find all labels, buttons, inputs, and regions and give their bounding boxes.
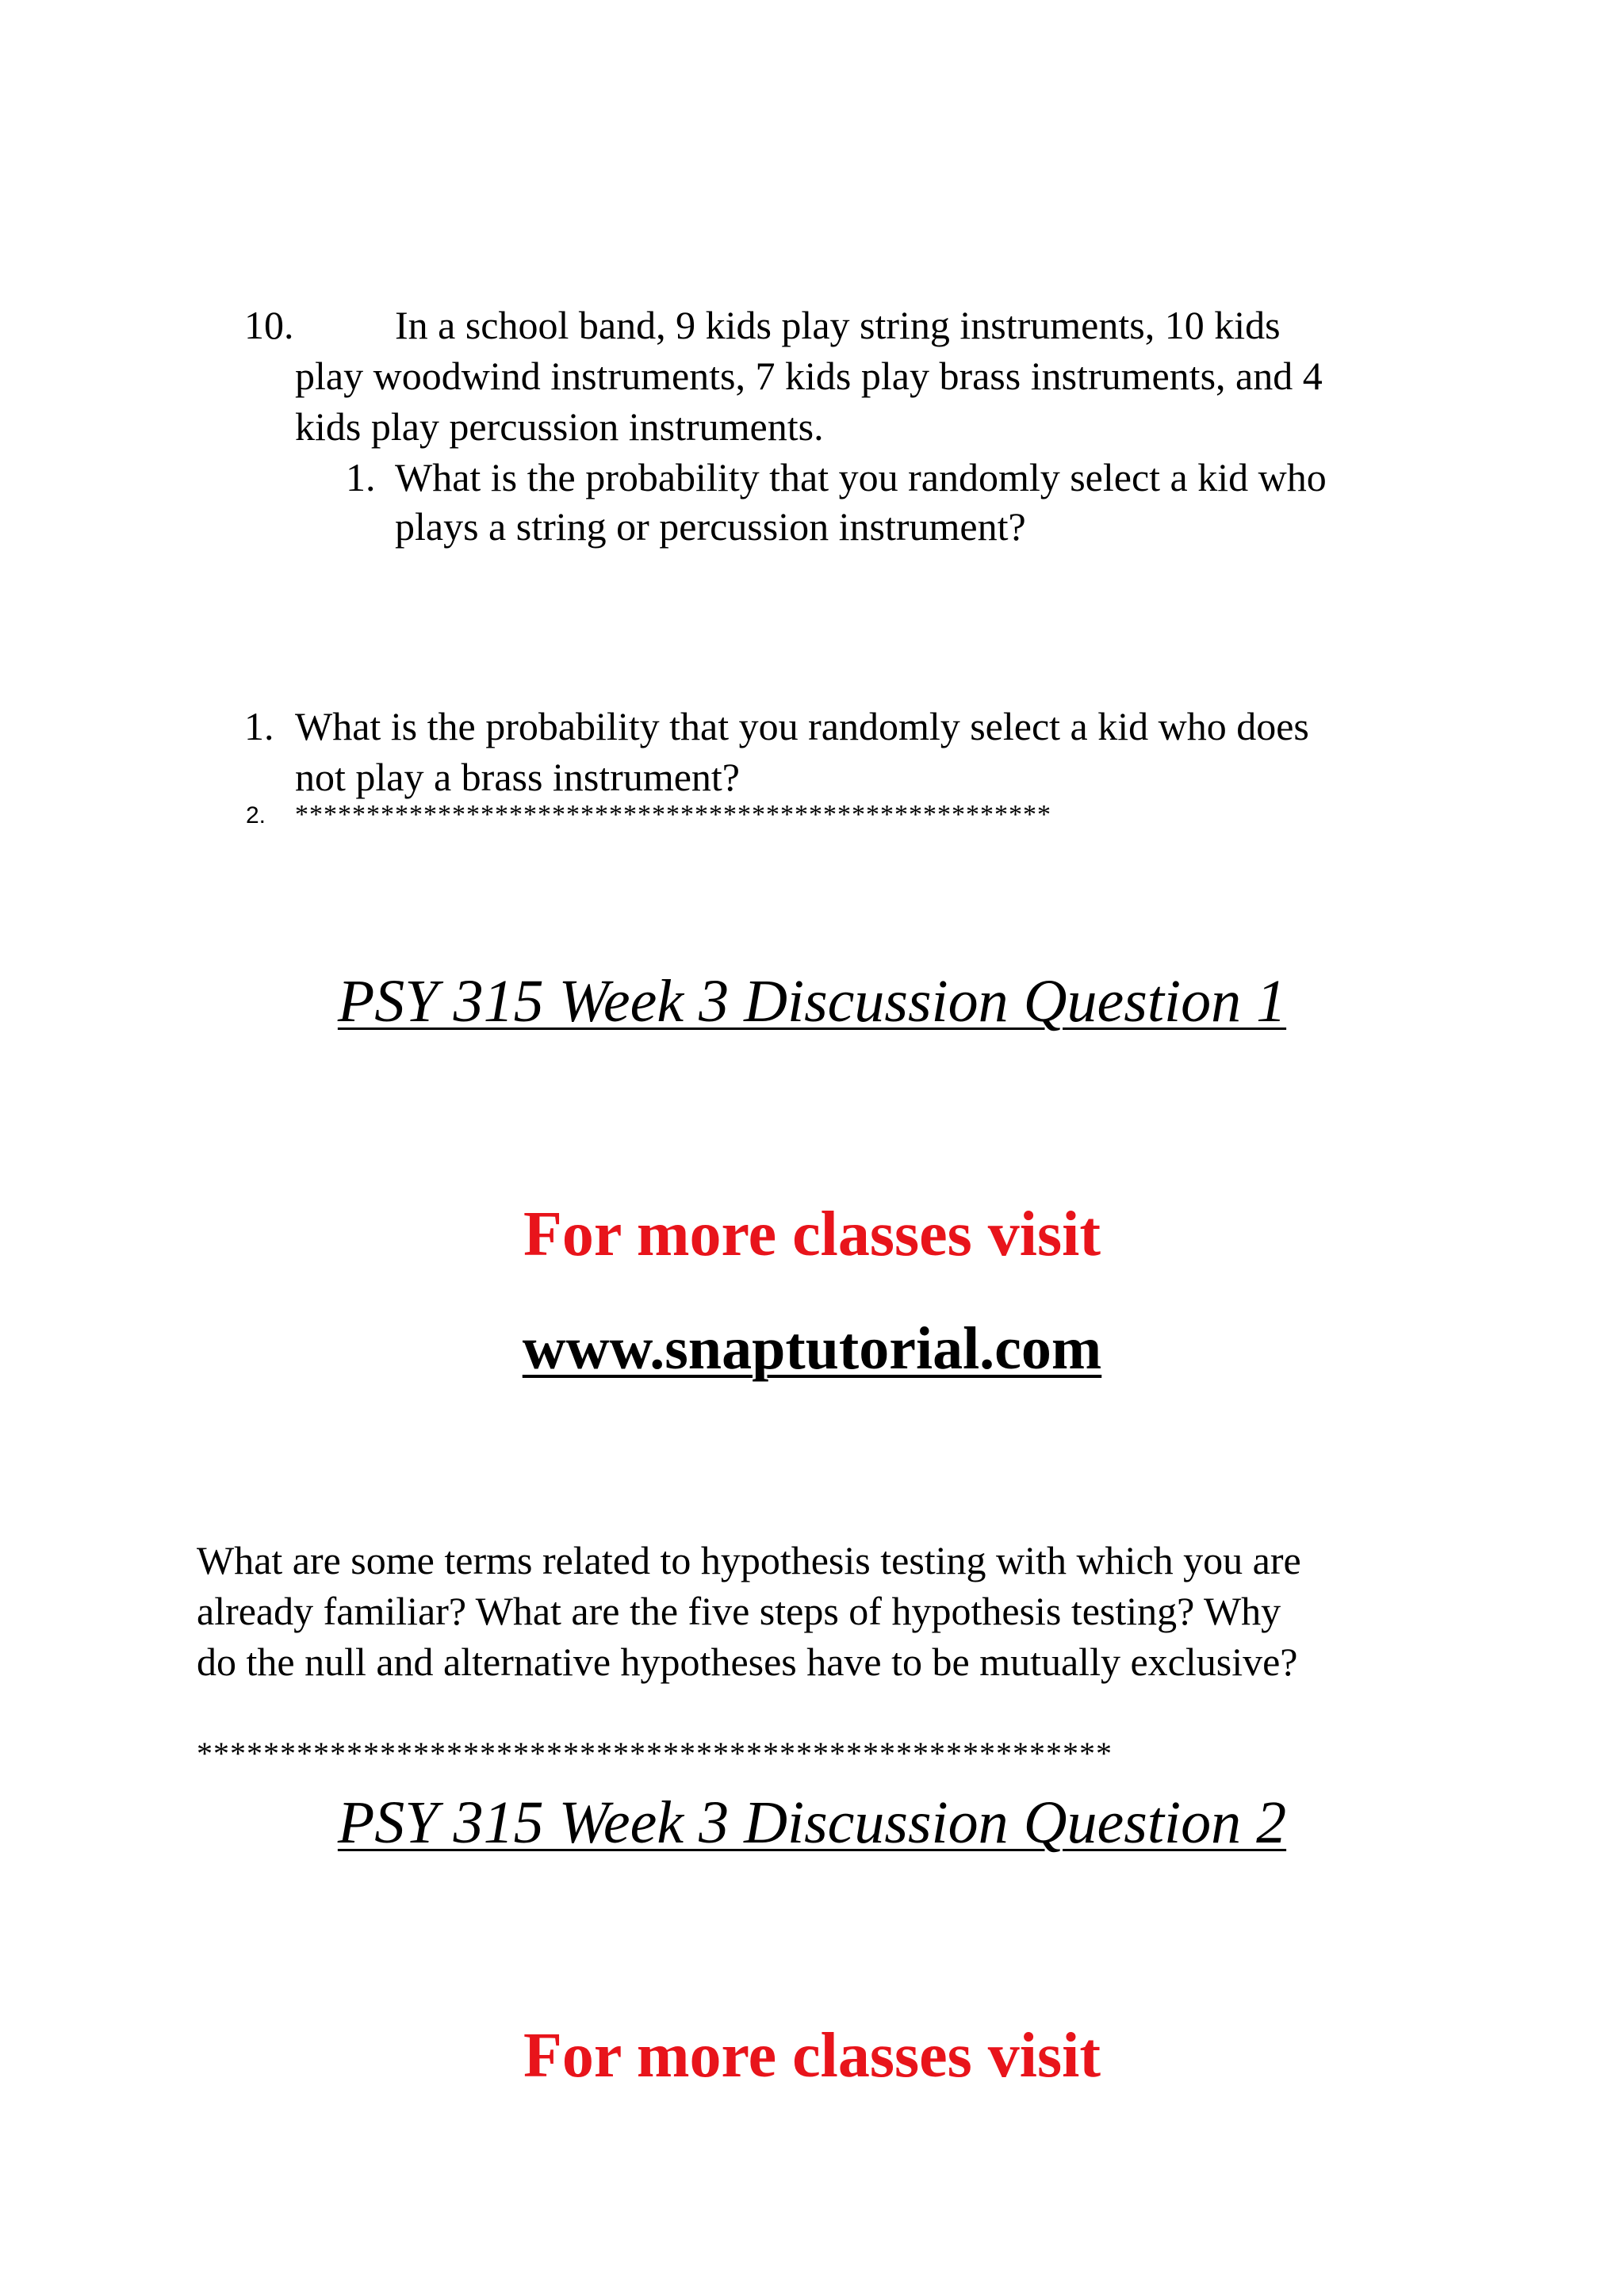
question-line: play woodwind instruments, 7 kids play brass instruments, and 4 [295,354,1323,398]
promo-link[interactable]: www.snaptutorial.com [522,1315,1102,1382]
section-title: PSY 315 Week 3 Discussion Question 2 [337,1789,1287,1856]
promo-text: For more classes visit [523,1200,1101,1269]
question-line: kids play percussion instruments. [295,404,824,449]
paragraph-line: What are some terms related to hypothesis testing with which you are [197,1538,1301,1582]
sub-question-line: plays a string or percussion instrument? [395,504,1026,549]
question-line: In a school band, 9 kids play string instruments, 10 kids [395,303,1281,347]
promo-text: For more classes visit [523,2021,1101,2091]
section-title: PSY 315 Week 3 Discussion Question 1 [337,968,1287,1035]
list-number: 2. [246,802,266,828]
sub-question-number: 1. [244,704,274,748]
separator: ***************************************************** [295,800,1051,829]
paragraph-line: do the null and alternative hypotheses have to be mutually exclusive? [197,1640,1298,1684]
sub-question-line: not play a brass instrument? [295,755,740,799]
separator: ******************************************************* [197,1735,1113,1771]
sub-question-number: 1. [346,455,376,499]
paragraph-line: already familiar? What are the five steps of hypothesis testing? Why [197,1589,1281,1633]
sub-question-line: What is the probability that you randomly select a kid who [395,455,1327,499]
sub-question-line: What is the probability that you randomly select a kid who does [295,704,1309,748]
question-number: 10. [244,303,294,347]
